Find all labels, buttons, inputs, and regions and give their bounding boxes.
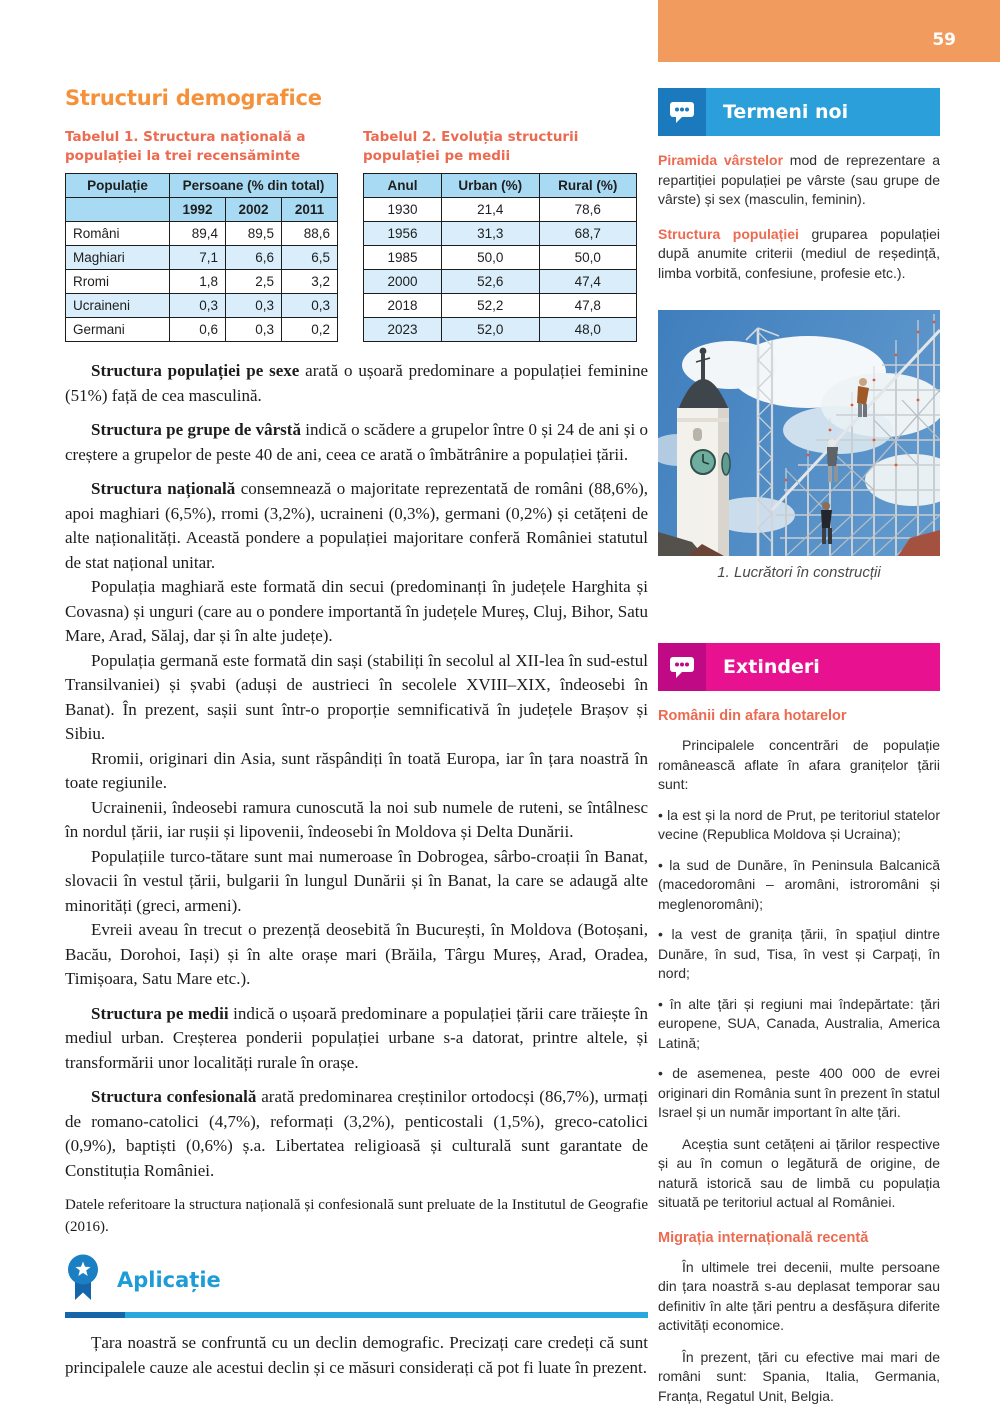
page-number: 59 <box>932 30 956 50</box>
paragraph: Populația germană este formată din sași (stabiliți în secolul al XII-lea în sud-estul Transilvaniei) și șvabi (aduși de austrieci în secolele XVIII–XIX, îndeosebi în Banat). În prezent, sașii sunt într-o proporție semnificativă în județele Brașov și Sibiu. <box>65 649 648 747</box>
term-label: Piramida vârstelor <box>658 152 783 168</box>
table-row: Români 89,4 89,5 88,6 <box>66 222 338 246</box>
bullet-item: • la sud de Dunăre, în Peninsula Balcanică (macedoromâni – aromâni, istroromâni și meglenoromâni); <box>658 856 940 915</box>
speech-bubble-icon <box>658 643 706 691</box>
table-row: Rromi 1,8 2,5 3,2 <box>66 270 338 294</box>
table-row: 2000 52,6 47,4 <box>364 270 637 294</box>
award-badge-icon <box>65 1254 101 1306</box>
table-urban-rural-evolution <box>363 173 637 342</box>
paragraph: Rromii, originari din Asia, sunt răspândiți în toată Europa, iar în țara noastră în toate regiunile. <box>65 747 648 796</box>
page-header-banner <box>658 0 1000 62</box>
definition: Structura populației gruparea populației după anumite criterii (mediul de reședință, limba vorbită, confesiune, profesie etc.). <box>658 225 940 284</box>
aplicatie-header <box>65 1256 648 1304</box>
paragraph: Populația maghiară este formată din secui (predominanți în județele Harghita și Covasna) și unguri (care au o pondere importantă în județele Mureș, Cluj, Bihor, Satu Mare, Arad, Sălaj, dar și în alte județe). <box>65 575 648 649</box>
paragraph-lead: Structura pe grupe de vârstă <box>91 420 301 439</box>
bullet-item: • în alte țări și regiuni mai îndepărtate: țări europene, SUA, Canada, Australia, America Latină; <box>658 995 940 1054</box>
table-row: Maghiari 7,1 6,6 6,5 <box>66 246 338 270</box>
paragraph: Structura pe medii indică o ușoară predominare a populației țării care trăiește în mediul urban. Creșterea ponderii populației urbane s-a datorat, printre altele, și transformării unor localități rurale în orașe. <box>65 1002 648 1076</box>
table-row: Germani 0,6 0,3 0,2 <box>66 318 338 342</box>
subheading: Migrația internațională recentă <box>658 1230 940 1246</box>
termeni-noi-title: Termeni noi <box>706 88 940 136</box>
paragraph: Structura națională consemnează o majoritate reprezentată de români (88,6%), apoi maghiari (6,5%), rromi (3,2%), ucraineni (0,3%), germani (0,2%) și cetățeni de alte naționalități. Această pondere a populației majoritare conferă României statutul de stat național unitar. <box>65 477 648 575</box>
sidebar <box>658 88 940 1406</box>
sidebar-paragraph: În ultimele trei decenii, multe persoane din țara noastră s-au deplasat temporar sau definitiv în alte țări pentru a desfășura diferite activități economice. <box>658 1258 940 1336</box>
sidebar-paragraph: Principalele concentrări de populație românească aflate în afara granițelor țării sunt: <box>658 736 940 795</box>
aplicatie-divider <box>65 1312 648 1318</box>
table2-header: Urban (%) <box>442 174 540 198</box>
main-column <box>65 86 648 1380</box>
photo-caption: 1. Lucrători în construcții <box>658 564 940 581</box>
table2-header: Rural (%) <box>539 174 637 198</box>
term-label: Structura populației <box>658 226 799 242</box>
table1-year: 1992 <box>170 198 226 222</box>
paragraph-lead: Structura confesională <box>91 1087 256 1106</box>
paragraph-lead: Structura pe medii <box>91 1004 229 1023</box>
definition: Piramida vârstelor mod de reprezentare a repartiției populației pe vârste (sau grupe de vârste) și sex (masculin, feminin). <box>658 151 940 210</box>
bullet-item: • de asemenea, peste 400 000 de evrei originari din România sunt în prezent în statul Israel și un număr important în alte țări. <box>658 1064 940 1123</box>
table-national-structure <box>65 173 338 342</box>
table-row: 2018 52,2 47,8 <box>364 294 637 318</box>
aplicatie-section <box>65 1256 648 1380</box>
aplicatie-text: Țara noastră se confruntă cu un declin demografic. Precizați care credeți că sunt principalele cauze ale acestui declin și ce măsuri considerați că pot fi luate în prezent. <box>65 1331 648 1380</box>
table2-caption: Tabelul 2. Evoluția structurii populației pe medii <box>363 128 637 168</box>
paragraph: Evreii aveau în trecut o prezență deosebită în București, în Moldova (Botoșani, Bacău, Dorohoi, Iași) și în alte orașe mari (Brăila, Târgu Mureș, Arad, Oradea, Timișoara, Satu Mare etc.). <box>65 918 648 992</box>
bullet-item: • la vest de granița țării, în spațiul dintre Dunăre, în sud, Tisa, în vest și Carpați, în nord; <box>658 925 940 984</box>
sidebar-paragraph: În prezent, țări cu efective mai mari de români sunt: Spania, Italia, Germania, Franța, Regatul Unit, Belgia. <box>658 1348 940 1406</box>
table-row: 1985 50,0 50,0 <box>364 246 637 270</box>
table1-header-empty <box>66 198 170 222</box>
extinderi-title: Extinderi <box>706 643 940 691</box>
paragraph: Structura populației pe sexe arată o ușoară predominare a populației feminine (51%) față de cea masculină. <box>65 359 648 408</box>
extinderi-banner <box>658 643 940 691</box>
table1-year: 2002 <box>226 198 282 222</box>
tables-section <box>65 128 648 342</box>
paragraph: Structura confesională arată predominarea creștinilor ortodocși (86,7%), urmați de romano-catolici (4,7%), reformați (3,2%), penticostali (1,5%), greco-catolici (0,9%), baptiști (0,6%) ș.a. Libertatea religioasă și culturală sunt garantate de Constituția României. <box>65 1085 648 1183</box>
sidebar-paragraph: Aceștia sunt cetățeni ai țărilor respective și au în comun o legătură de origine, de natură istorică sau de limbă cu populația situată pe teritoriul actual al României. <box>658 1135 940 1213</box>
table-row: 1930 21,4 78,6 <box>364 198 637 222</box>
table-row: 2023 52,0 48,0 <box>364 318 637 342</box>
paragraph: Structura pe grupe de vârstă indică o scădere a grupelor între 0 și 24 de ani și o creștere a grupelor de peste 40 de ani, ceea ce arată o îmbătrânire a populației țării. <box>65 418 648 467</box>
paragraph: Populațiile turco-tătare sunt mai numeroase în Dobrogea, sârbo-croații în Banat, slovacii în vestul țării, bulgarii în lungul Dunării și în Banat, la care se adaugă alte minorități (greci, armeni). <box>65 845 648 919</box>
paragraph-lead: Structura națională <box>91 479 235 498</box>
table1-header-persoane: Persoane (% din total) <box>170 174 338 198</box>
source-note: Datele referitoare la structura națională și confesională sunt preluate de la Institutul de Geografie (2016). <box>65 1194 648 1238</box>
speech-bubble-icon <box>658 88 706 136</box>
paragraph-lead: Structura populației pe sexe <box>91 361 299 380</box>
paragraph: Ucrainenii, îndeosebi ramura cunoscută la noi sub numele de ruteni, se întâlnesc în nordul țării, iar rușii și lipovenii, îndeosebi în Moldova și Delta Dunării. <box>65 796 648 845</box>
table2-header: Anul <box>364 174 442 198</box>
construction-workers-photo <box>658 310 940 556</box>
subheading: Românii din afara hotarelor <box>658 708 940 724</box>
table-row: Ucraineni 0,3 0,3 0,3 <box>66 294 338 318</box>
page-title: Structuri demografice <box>65 86 648 110</box>
body-text <box>65 359 648 1238</box>
bullet-item: • la est și la nord de Prut, pe teritoriul statelor vecine (Republica Moldova și Ucraina); <box>658 806 940 845</box>
table1-year: 2011 <box>282 198 338 222</box>
aplicatie-title: Aplicație <box>117 1268 221 1292</box>
table1-header-populatie: Populație <box>66 174 170 198</box>
table1-caption: Tabelul 1. Structura națională a populației la trei recensăminte <box>65 128 338 168</box>
termeni-noi-banner <box>658 88 940 136</box>
table-row: 1956 31,3 68,7 <box>364 222 637 246</box>
